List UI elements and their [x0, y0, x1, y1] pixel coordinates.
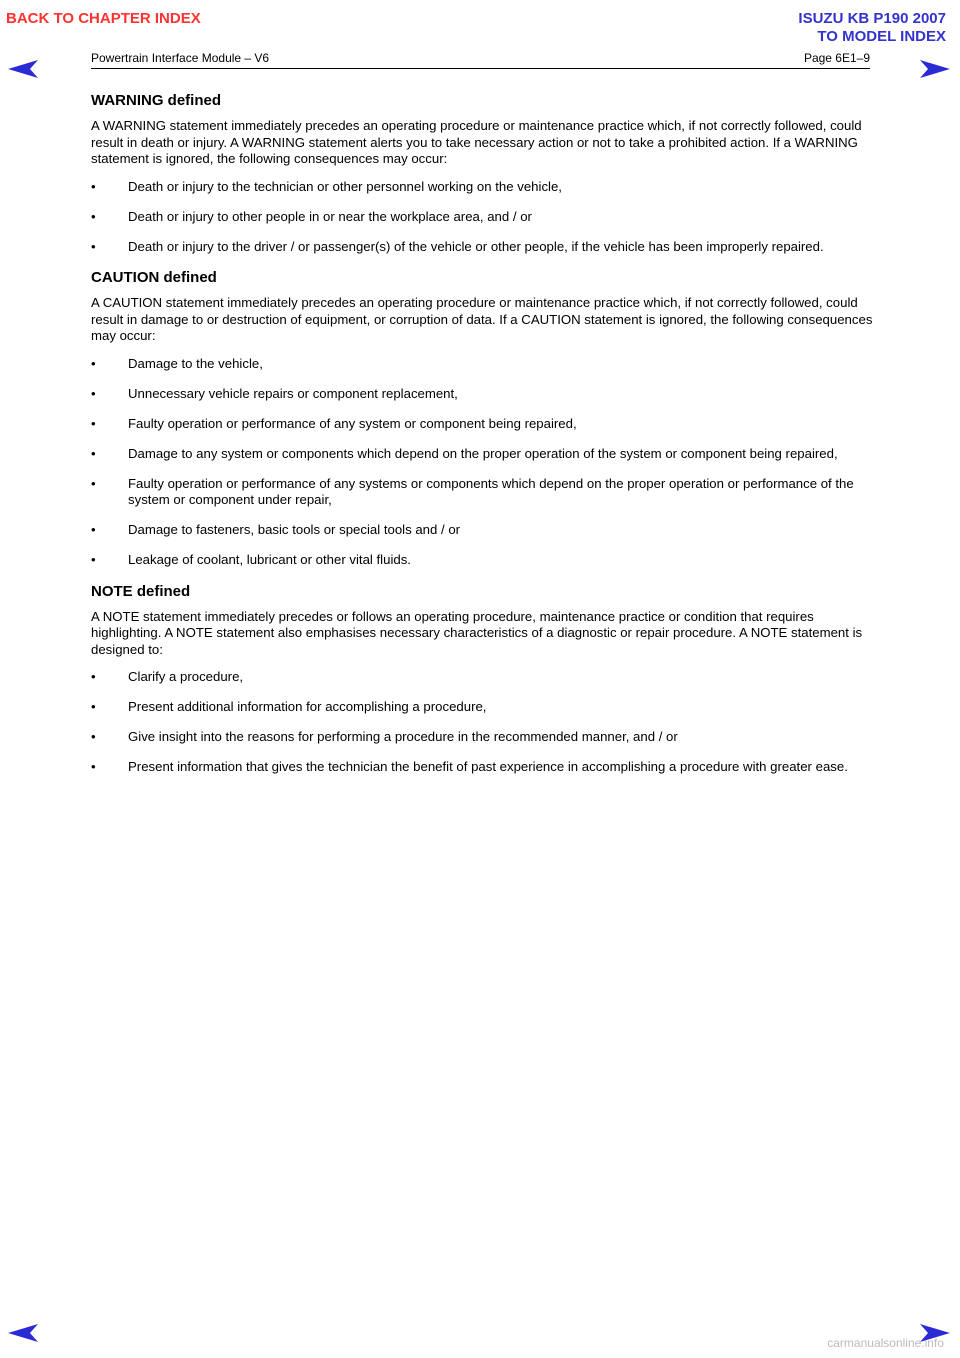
section-heading: WARNING defined — [91, 92, 221, 109]
list-item: • Damage to the vehicle, — [91, 355, 263, 371]
back-to-chapter-index-link[interactable]: BACK TO CHAPTER INDEX — [6, 10, 201, 27]
bullet-icon: • — [91, 552, 96, 567]
section-heading: CAUTION defined — [91, 269, 217, 286]
note-section — [91, 582, 881, 776]
list-item: • Damage to fasteners, basic tools or special tools and / or — [91, 522, 461, 537]
bullet-list — [91, 356, 881, 569]
model-index-link[interactable] — [798, 10, 946, 46]
bullet-icon: • — [91, 385, 96, 401]
bullet-icon: • — [91, 415, 96, 431]
list-item: • Unnecessary vehicle repairs or component replacement, — [91, 385, 458, 401]
bullet-icon: • — [91, 238, 96, 254]
next-page-arrow-icon[interactable] — [920, 60, 950, 78]
bullet-icon: • — [91, 178, 96, 194]
previous-page-arrow-icon[interactable] — [8, 1324, 38, 1342]
bullet-list — [91, 179, 881, 256]
list-item: • Death or injury to the driver / or passenger(s) of the vehicle or other people, if the vehicle has been improperly repaired. — [91, 238, 824, 254]
list-item: • Give insight into the reasons for performing a procedure in the recommended manner, and / or — [91, 729, 678, 744]
document-body — [91, 91, 881, 789]
bullet-icon: • — [91, 759, 96, 774]
bullet-icon: • — [91, 355, 96, 371]
bullet-icon: • — [91, 669, 96, 684]
list-item: • Faulty operation or performance of any system or component being repaired, — [91, 415, 577, 431]
bullet-icon: • — [91, 445, 96, 461]
caution-section — [91, 268, 881, 569]
list-item: • Present additional information for accomplishing a procedure, — [91, 699, 487, 714]
section-intro: A WARNING statement immediately precedes an operating procedure or maintenance practice which, if not correctly followed, could result in death or injury. A WARNING statement alerts you to take necessary action or not to take a prohibited action. If a WARNING statement is ignored, the following consequences may occur: — [91, 118, 862, 166]
list-item: • Death or injury to other people in or near the workplace area, and / or — [91, 208, 532, 224]
bullet-icon: • — [91, 208, 96, 224]
bullet-icon: • — [91, 522, 96, 537]
bullet-icon: • — [91, 729, 96, 744]
section-heading: NOTE defined — [91, 582, 191, 600]
bullet-icon: • — [91, 699, 96, 714]
list-item: • Faulty operation or performance of any systems or components which depend on the proper operation or performance of the system or component under repair, — [91, 475, 854, 507]
list-item: • Present information that gives the technician the benefit of past experience in accomplishing a procedure with greater ease. — [91, 759, 848, 774]
list-item: • Death or injury to the technician or other personnel working on the vehicle, — [91, 178, 562, 194]
to-model-index-label[interactable]: TO MODEL INDEX — [817, 28, 946, 45]
list-item: • Damage to any system or components which depend on the proper operation of the system or component being repaired, — [91, 445, 838, 461]
next-page-arrow-icon[interactable] — [920, 1324, 950, 1342]
model-title[interactable]: ISUZU KB P190 2007 — [798, 10, 946, 27]
list-item: • Clarify a procedure, — [91, 669, 244, 684]
section-intro: A CAUTION statement immediately precedes an operating procedure or maintenance practice which, if not correctly followed, could result in damage to or destruction of equipment, or corruption of data. If a CAUTION statement is ignored, the following consequences may occur: — [91, 295, 873, 343]
previous-page-arrow-icon[interactable] — [8, 60, 38, 78]
running-header — [91, 51, 870, 69]
header-module-title: Powertrain Interface Module – V6 — [91, 51, 270, 65]
header-page-number: Page 6E1–9 — [803, 51, 870, 65]
warning-section — [91, 91, 881, 255]
watermark: carmanualsonline.info — [827, 1336, 944, 1350]
list-item: • Leakage of coolant, lubricant or other vital fluids. — [91, 552, 411, 567]
bullet-icon: • — [91, 475, 96, 491]
bullet-list — [91, 669, 881, 776]
section-intro: A NOTE statement immediately precedes or follows an operating procedure, maintenance practice or condition that requires highlighting. A NOTE statement also emphasises necessary characteristics of a diagnostic or repair procedure. A NOTE statement is designed to: — [91, 608, 863, 657]
